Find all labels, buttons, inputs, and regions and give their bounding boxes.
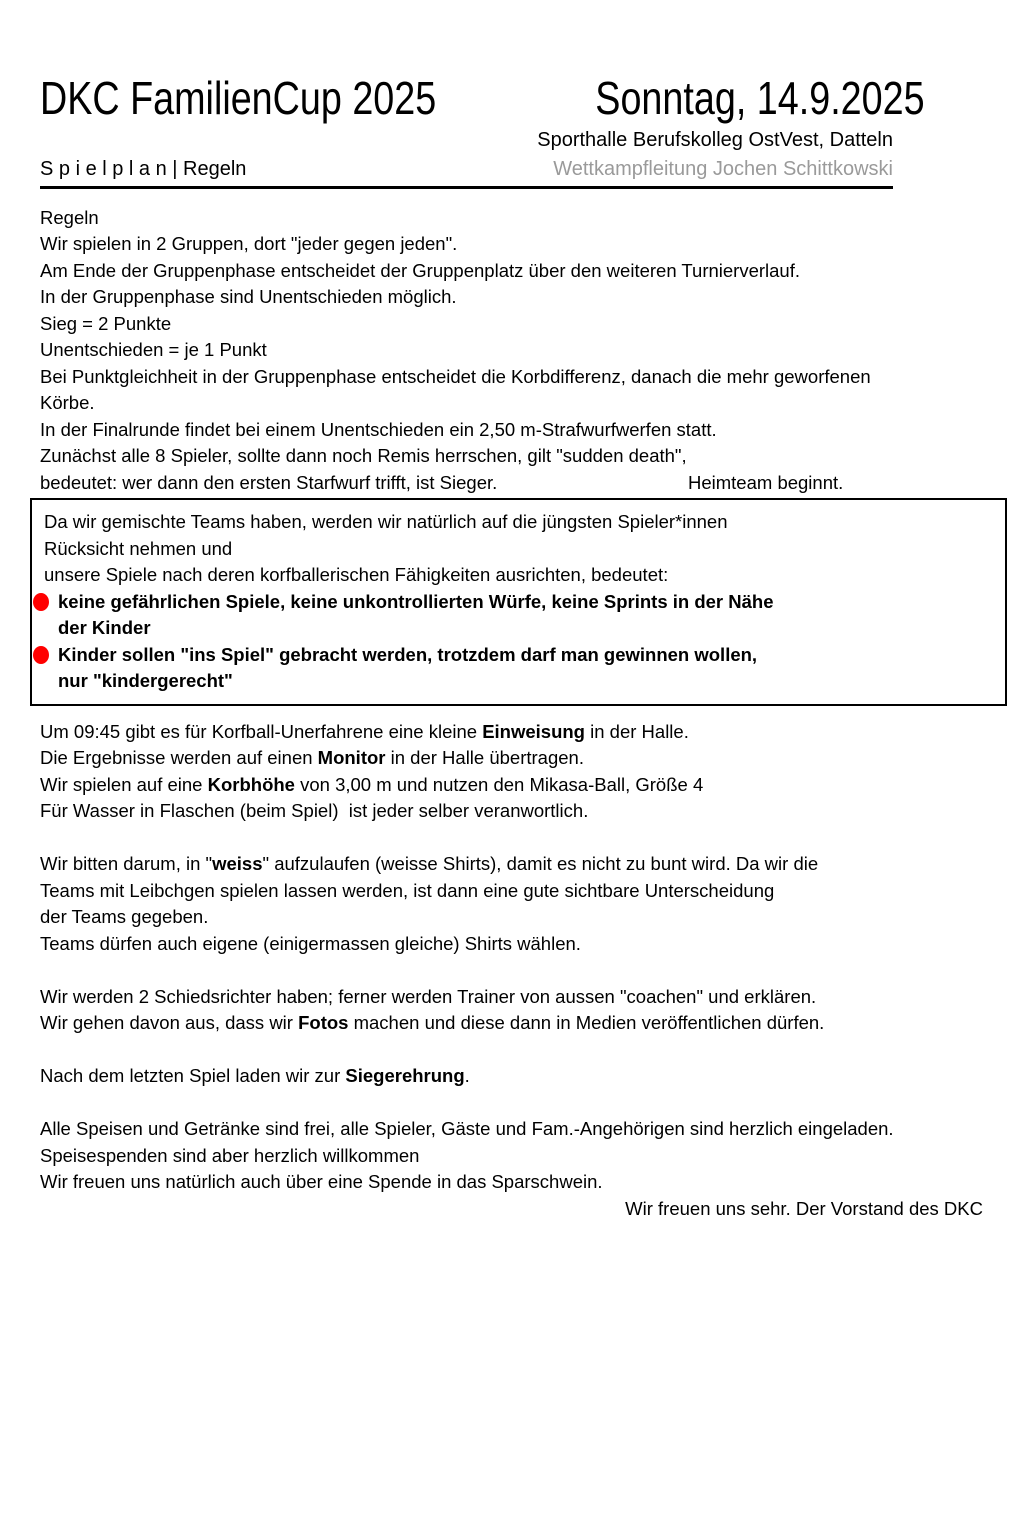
info-paragraph (40, 719, 1035, 825)
body-line (40, 851, 1035, 878)
rule-line: In der Gruppenphase sind Unentschieden möglich. (40, 286, 457, 307)
line-text: " aufzulaufen (weisse Shirts), damit es nicht zu bunt wird. Da wir die (262, 853, 819, 874)
line-bold-text: Monitor (317, 747, 386, 768)
notice-intro (32, 509, 997, 589)
bullet-continuation: nur "kindergerecht" (58, 670, 233, 691)
body-line (40, 719, 1035, 746)
line-text: Teams mit Leibchgen spielen lassen werden, ist dann eine gute sichtbare Unterscheidung (40, 879, 775, 901)
red-bullet-icon (33, 593, 49, 611)
bullet-text: keine gefährlichen Spiele, keine unkontrollierten Würfe, keine Sprints in der Nähe (58, 590, 774, 612)
rule-line: Unentschieden = je 1 Punkt (40, 339, 267, 360)
body-line (40, 878, 1035, 905)
line-text: Nach dem letzten Spiel laden wir zur (40, 1065, 346, 1086)
rule-line: Bei Punktgleichheit in der Gruppenphase entscheidet die Korbdifferenz, danach die mehr geworfenen (40, 365, 871, 387)
rule-line-left: bedeutet: wer dann den ersten Starfwurf trifft, ist Sieger. (40, 471, 498, 493)
body-line (40, 1169, 1035, 1196)
rule-line-heimteam (40, 470, 1035, 497)
line-text: von 3,00 m und nutzen den Mikasa-Ball, Größe 4 (294, 773, 704, 795)
line-text: Um 09:45 gibt es für Korfball-Unerfahrene eine kleine (40, 720, 483, 742)
line-bold-text: Korbhöhe (207, 773, 295, 795)
body-line (40, 1010, 1035, 1037)
venue-line: Sporthalle Berufskolleg OstVest, Datteln (537, 129, 893, 151)
notice-bullets (32, 589, 997, 695)
closing-line: Wir freuen uns sehr. Der Vorstand des DKC (625, 1197, 983, 1219)
bullet-row (32, 589, 997, 616)
header-nav-row (40, 156, 893, 183)
notice-box (30, 498, 1007, 706)
catering-paragraph (40, 1116, 1035, 1196)
bullet-continuation: der Kinder (58, 617, 151, 638)
body-line (40, 772, 1035, 799)
body-line (40, 1116, 1035, 1143)
body-line (40, 904, 1035, 931)
line-bold-text: Fotos (298, 1012, 349, 1033)
notice-intro-line: Rücksicht nehmen und (44, 537, 233, 559)
rule-line: Zunächst alle 8 Spieler, sollte dann noch Remis herrschen, gilt "sudden death", (40, 445, 687, 466)
management-line: Wettkampfleitung Jochen Schittkowski (553, 158, 893, 180)
rule-line: Wir spielen in 2 Gruppen, dort "jeder gegen jeden". (40, 233, 458, 254)
notice-intro-line: Da wir gemischte Teams haben, werden wir natürlich auf die jüngsten Spieler*innen (44, 511, 728, 532)
body-line (40, 745, 1035, 772)
notice-bullet-item (32, 589, 997, 642)
rule-line: In der Finalrunde findet bei einem Unentschieden ein 2,50 m-Strafwurfwerfen statt. (40, 418, 717, 440)
line-bold-text: Siegerehrung (345, 1065, 465, 1086)
line-text: in der Halle übertragen. (385, 747, 584, 768)
line-bold-text: Einweisung (482, 720, 585, 742)
bullet-row (32, 642, 997, 669)
red-bullet-icon (33, 646, 49, 664)
line-text: Die Ergebnisse werden auf einen (40, 747, 318, 768)
body-line (40, 1063, 1035, 1090)
line-text: machen und diese dann in Medien veröffentlichen dürfen. (348, 1012, 825, 1033)
line-text: Wir werden 2 Schiedsrichter haben; ferner werden Trainer von aussen "coachen" und erklären. (40, 985, 817, 1007)
rule-line: Am Ende der Gruppenphase entscheidet der Gruppenplatz über den weiteren Turnierverlauf. (40, 259, 800, 281)
bullet-text: Kinder sollen "ins Spiel" gebracht werden, trotzdem darf man gewinnen wollen, (58, 643, 758, 665)
event-date: Sonntag, 14.9.2025 (595, 72, 925, 124)
page-header (40, 72, 925, 189)
line-text: Wir gehen davon aus, dass wir (40, 1012, 299, 1033)
line-text: Wir spielen auf eine (40, 773, 208, 795)
rule-line: Sieg = 2 Punkte (40, 312, 172, 334)
header-top-row (40, 72, 925, 124)
heimteam-note: Heimteam beginnt. (688, 471, 844, 493)
rule-line: Regeln (40, 206, 99, 228)
page-title: DKC FamilienCup 2025 (40, 72, 437, 124)
line-text: Wir bitten darum, in " (40, 853, 213, 874)
line-bold-text: weiss (212, 853, 263, 874)
body-line (40, 798, 1035, 825)
line-text: Wir freuen uns natürlich auch über eine Spende in das Sparschwein. (40, 1171, 603, 1192)
ceremony-paragraph (40, 1063, 1035, 1090)
rule-line: Körbe. (40, 392, 95, 413)
document-body (0, 189, 1035, 1223)
officials-paragraph (40, 984, 1035, 1037)
dress-paragraph (40, 851, 1035, 957)
body-line (40, 1143, 1035, 1170)
line-text: Alle Speisen und Getränke sind frei, alle Spieler, Gäste und Fam.-Angehörigen sind herzlich eingeladen. (40, 1118, 894, 1139)
rules-section (40, 205, 1035, 470)
line-text: Teams dürfen auch eigene (einigermassen gleiche) Shirts wählen. (40, 932, 581, 954)
line-text: Speisespenden sind aber herzlich willkommen (40, 1144, 420, 1166)
notice-bullet-item (32, 642, 997, 695)
body-line (40, 931, 1035, 958)
line-text: in der Halle. (584, 720, 689, 742)
notice-intro-line: unsere Spiele nach deren korfballerischen Fähigkeiten ausrichten, bedeutet: (44, 564, 669, 585)
breadcrumb-spielplan-regeln: S p i e l p l a n | Regeln (40, 158, 247, 180)
line-text: Für Wasser in Flaschen (beim Spiel) ist jeder selber veranwortlich. (40, 800, 589, 821)
line-text: der Teams gegeben. (40, 906, 209, 927)
body-line (40, 984, 1035, 1011)
line-text: . (464, 1065, 470, 1086)
